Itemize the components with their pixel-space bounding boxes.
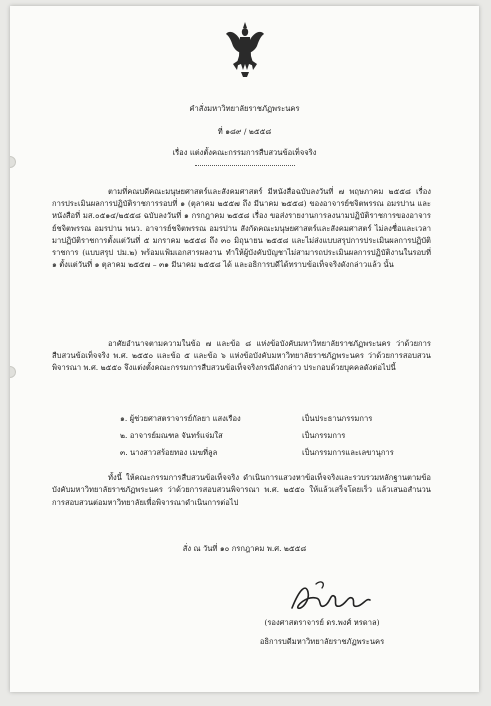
- member-name: ๒. อาจารย์มณฑล จันทร์แจ่มใส: [120, 431, 223, 440]
- punch-hole: [10, 366, 16, 378]
- document-page: [10, 6, 479, 692]
- order-title: คำสั่งมหาวิทยาลัยราชภัฏพระนคร: [189, 104, 300, 113]
- paragraph-authority: อาศัยอำนาจตามความในข้อ ๗ และข้อ ๘ แห่งข้อบังคับมหาวิทยาลัยราชภัฏพระนคร ว่าด้วยการสืบสวนข้อเท็จจริง พ.ศ. ๒๕๕๐ และข้อ ๕ และข้อ ๖ แห่งข้อบังคับมหาวิทยาลัยราชภัฏพระนคร ว่าด้วยการสอบสวนพิจารณา พ.ศ. ๒๕๕๐ จึงแต่งตั้งคณะกรรมการสืบสวนข้อเท็จจริงกรณีดังกล่าว ประกอบด้วยบุคคลดังต่อไปนี้: [52, 339, 431, 373]
- signature-icon: [286, 578, 376, 618]
- member-name: ๓. นางสาวสร้อยทอง เมฆที่ลูล: [120, 448, 218, 457]
- divider-dotted: [195, 165, 295, 166]
- member-role: เป็นประธานกรรมการ: [302, 414, 373, 423]
- member-name: ๑. ผู้ช่วยศาสตราจารย์กัลยา แสงเรือง: [120, 414, 241, 423]
- member-role: เป็นกรรมการและเลขานุการ: [302, 448, 394, 457]
- order-subject: เรื่อง แต่งตั้งคณะกรรมการสืบสวนข้อเท็จจริง: [172, 148, 317, 157]
- signatory-name: (รองศาสตราจารย์ ดร.พงศ์ หรดาล): [264, 618, 380, 627]
- member-role: เป็นกรรมการ: [302, 431, 346, 440]
- signatory-position: อธิการบดีมหาวิทยาลัยราชภัฏพระนคร: [259, 637, 385, 646]
- order-number: ที่ ๑๘๙ / ๒๕๕๘: [217, 127, 272, 136]
- order-date: สั่ง ณ วันที่ ๑๐ กรกฎาคม พ.ศ. ๒๕๕๘: [182, 544, 307, 553]
- paragraph-instruction: ทั้งนี้ ให้คณะกรรมการสืบสวนข้อเท็จจริง ดำเนินการแสวงหาข้อเท็จจริงและรวบรวมหลักฐานตามข้อบังคับมหาวิทยาลัยราชภัฏพระนคร ว่าด้วยการสอบสวนพิจารณา พ.ศ. ๒๕๕๐ ให้แล้วเสร็จโดยเร็ว แล้วเสนอสำนวนการสอบสวนต่อมหาวิทยาลัยเพื่อพิจารณาดำเนินการต่อไป: [52, 473, 431, 507]
- garuda-emblem-icon: [225, 20, 265, 78]
- paragraph-background: ตามที่คณบดีคณะมนุษยศาสตร์และสังคมศาสตร์ มีหนังสือฉบับลงวันที่ ๗ พฤษภาคม ๒๕๕๘ เรื่อง การประเมินผลการปฏิบัติราชการรอบที่ ๑ (ตุลาคม ๒๕๕๗ ถึง มีนาคม ๒๕๕๘) ของอาจารย์ชจิตพรรณ อมรปาน และหนังสือที่ มส.๐๕๑๔/๒๕๕๘ ฉบับลงวันที่ ๑ กรกฎาคม ๒๕๕๘ เรื่อง ขอส่งรายงานการลงนามปฏิบัติราชการของอาจารย์ชจิตพรรณ อมรปาน พนว. อาจารย์ชจิตพรรณ อมรปาน สังกัดคณะมนุษยศาสตร์และสังคมศาสตร์ ไม่ลงชื่อและเวลามาปฏิบัติราชการตั้งแต่วันที่ ๕ มกราคม ๒๕๕๘ ถึง ๓๐ มิถุนายน ๒๕๕๘ และไม่ส่งแบบสรุปการประเมินผลการปฏิบัติราชการ (แบบสรุป ปม.๒) พร้อมแฟ้มเอกสารผลงาน ทำให้ผู้บังคับบัญชาไม่สามารถประเมินผลการปฏิบัติงานในรอบที่ ๑ ตั้งแต่วันที่ ๑ ตุลาคม ๒๕๕๗ – ๓๑ มีนาคม ๒๕๕๘ ได้ และอธิการบดีได้ทราบข้อเท็จจริงดังกล่าวแล้ว นั้น: [52, 187, 431, 270]
